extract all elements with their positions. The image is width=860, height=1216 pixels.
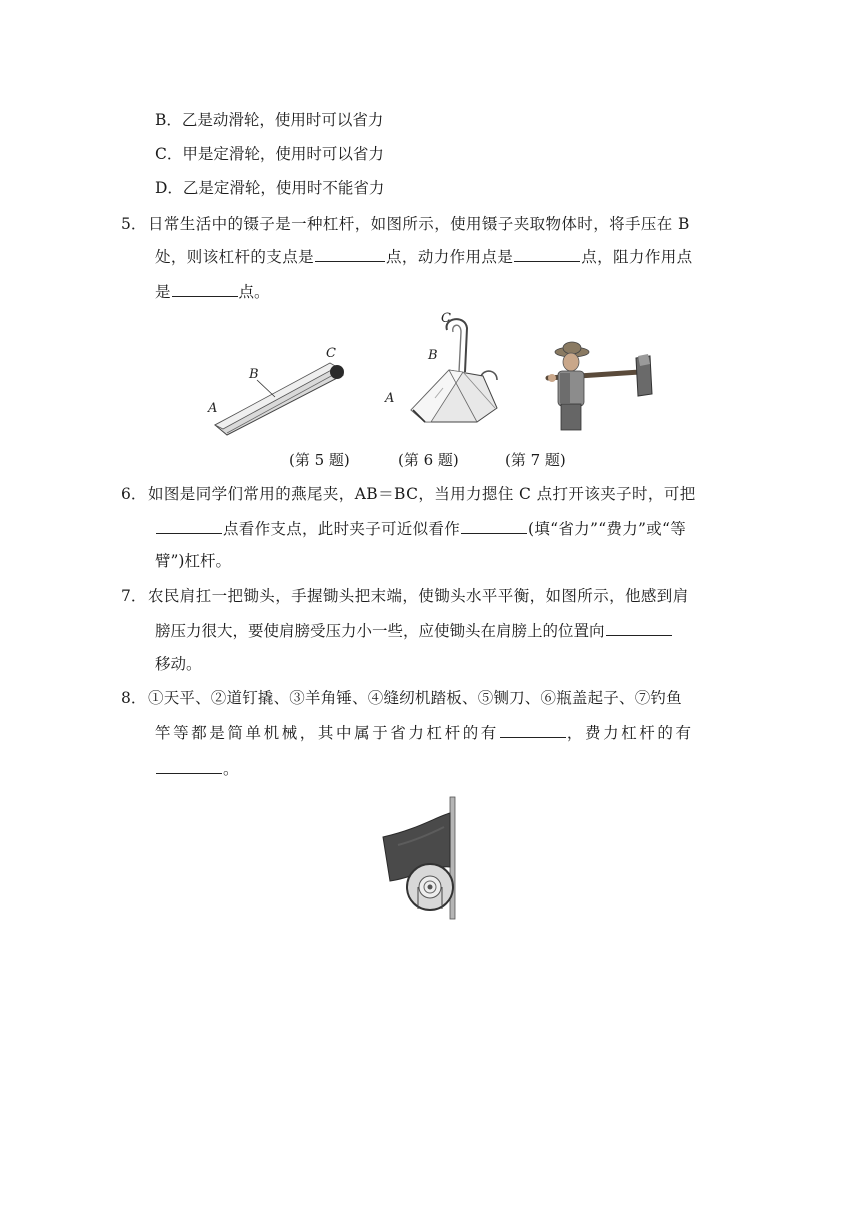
farmer-figure bbox=[540, 338, 665, 438]
q8-number: 8． bbox=[121, 689, 147, 707]
q5-line2-a: 处，则该杠杆的支点是 bbox=[155, 248, 315, 266]
q6-line2 bbox=[155, 518, 686, 539]
q8-line1: ①天平、②道钉撬、③羊角锤、④缝纫机踏板、⑤铡刀、⑥瓶盖起子、⑦钓鱼 bbox=[148, 689, 682, 707]
clip-label-b: B bbox=[428, 348, 438, 363]
q5-blank-3[interactable] bbox=[172, 281, 238, 297]
tweezers-label-b: B bbox=[249, 367, 259, 382]
q5-blank-2[interactable] bbox=[514, 246, 580, 262]
q8-line3 bbox=[155, 758, 239, 779]
q8-blank-2[interactable] bbox=[156, 758, 222, 774]
q6-blank-1[interactable] bbox=[156, 518, 222, 534]
q6-line2-c: (填“省力”“费力”或“等 bbox=[528, 520, 687, 538]
q7-line1: 农民肩扛一把锄头，手握锄头把末端，使锄头水平平衡，如图所示，他感到肩 bbox=[148, 587, 689, 605]
q6-line1: 如图是同学们常用的燕尾夹，AB＝BC，当用力摁住 C 点打开该夹子时，可把 bbox=[148, 485, 696, 503]
q8-line2-b: ，费力杠杆的有 bbox=[566, 724, 694, 742]
q7-line2-text: 膀压力很大，要使肩膀受压力小一些，应使锄头在肩膀上的位置向 bbox=[155, 622, 605, 640]
caption-fig7: (第 7 题) bbox=[505, 451, 566, 469]
q6-blank-2[interactable] bbox=[461, 518, 527, 534]
caption-fig6: (第 6 题) bbox=[398, 451, 459, 469]
q5-line2 bbox=[155, 246, 693, 267]
q7-line3: 移动。 bbox=[155, 655, 202, 673]
q6-line3: 臂”)杠杆。 bbox=[155, 552, 231, 570]
q5-number: 5． bbox=[121, 215, 147, 233]
q7-blank-1[interactable] bbox=[606, 620, 672, 636]
q5-line3-b: 点。 bbox=[238, 283, 270, 301]
option-b: B．乙是动滑轮，使用时可以省力 bbox=[155, 111, 384, 129]
clip-label-a: A bbox=[385, 391, 395, 406]
tweezers-label-c: C bbox=[326, 346, 336, 361]
q5-blank-1[interactable] bbox=[315, 246, 385, 262]
flagpole-figure bbox=[378, 795, 478, 925]
q5-line2-b: 点，动力作用点是 bbox=[386, 248, 514, 266]
option-c: C．甲是定滑轮，使用时可以省力 bbox=[155, 145, 384, 163]
q6-line2-b: 点看作支点，此时夹子可近似看作 bbox=[223, 520, 461, 538]
q7-number: 7． bbox=[121, 587, 147, 605]
q6-number: 6． bbox=[121, 485, 147, 503]
q8-line2-a: 竿等都是简单机械，其中属于省力杠杆的有 bbox=[155, 724, 499, 742]
q8-blank-1[interactable] bbox=[500, 722, 566, 738]
q8-line2 bbox=[155, 722, 694, 743]
q5-line2-c: 点，阻力作用点 bbox=[581, 248, 693, 266]
clip-label-c: C bbox=[441, 311, 451, 326]
tweezers-figure bbox=[205, 345, 355, 435]
q5-line3 bbox=[155, 281, 270, 302]
q5-line3-a: 是 bbox=[155, 283, 171, 301]
binder-clip-figure bbox=[385, 310, 515, 435]
q7-line2 bbox=[155, 620, 673, 641]
caption-fig5: (第 5 题) bbox=[289, 451, 350, 469]
q5-line1: 日常生活中的镊子是一种杠杆，如图所示，使用镊子夹取物体时，将手压在 B bbox=[148, 215, 690, 233]
q8-line3-b: 。 bbox=[223, 760, 239, 778]
option-d: D．乙是定滑轮，使用时不能省力 bbox=[155, 179, 385, 197]
tweezers-label-a: A bbox=[208, 401, 218, 416]
